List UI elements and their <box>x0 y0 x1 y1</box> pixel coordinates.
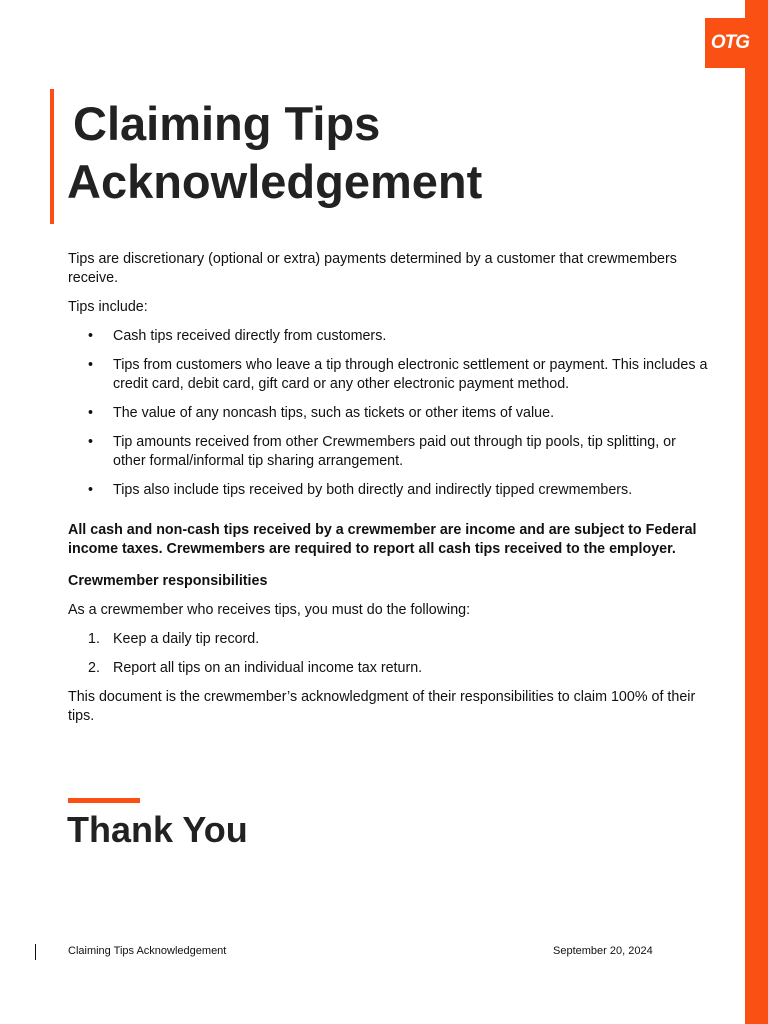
list-item-text: Tips from customers who leave a tip through electronic settlement or payment. This includes a credit card, debit card, gift card or any other electronic payment method. <box>113 357 708 392</box>
list-item <box>68 630 708 649</box>
responsibilities-intro: As a crewmember who receives tips, you must do the following: <box>68 602 471 618</box>
tips-include-label: Tips include: <box>68 299 148 315</box>
footer-date: September 20, 2024 <box>553 945 653 957</box>
list-item-text: Keep a daily tip record. <box>113 631 260 647</box>
orange-side-bar <box>745 0 768 1024</box>
bullet-icon: • <box>88 357 94 373</box>
bullet-icon: • <box>88 434 94 450</box>
list-item <box>68 356 708 394</box>
list-item-text: Tips also include tips received by both directly and indirectly tipped crewmembers. <box>113 482 633 498</box>
list-number: 2. <box>88 660 100 676</box>
footer-divider <box>35 944 36 960</box>
bullet-icon: • <box>88 482 94 498</box>
page-title <box>67 95 482 211</box>
closing-paragraph: This document is the crewmember’s acknowledgment of their responsibilities to claim 100% of their tips. <box>68 689 696 724</box>
income-tax-statement: All cash and non-cash tips received by a crewmember are income and are subject to Federal income taxes. Crewmembers are required to report all cash tips received to the employer. <box>68 522 697 557</box>
footer-title: Claiming Tips Acknowledgement <box>68 945 227 957</box>
list-item <box>68 404 708 423</box>
list-item-text: The value of any noncash tips, such as tickets or other items of value. <box>113 405 555 421</box>
document-body <box>68 250 708 726</box>
list-item <box>68 433 708 471</box>
list-item-text: Cash tips received directly from customers. <box>113 328 387 344</box>
list-item <box>68 327 708 346</box>
list-number: 1. <box>88 631 100 647</box>
title-line-2: Acknowledgement <box>67 155 483 208</box>
list-item-text: Report all tips on an individual income tax return. <box>113 660 423 676</box>
bullet-icon: • <box>88 405 94 421</box>
list-item-text: Tip amounts received from other Crewmembers paid out through tip pools, tip splitting, or other formal/informal tip sharing arrangement. <box>113 434 676 469</box>
title-line-1: Claiming Tips <box>73 97 381 150</box>
intro-paragraph: Tips are discretionary (optional or extra) payments determined by a customer that crewmembers receive. <box>68 251 677 286</box>
title-accent-bar <box>50 89 54 224</box>
responsibilities-list <box>68 630 708 678</box>
tips-include-list <box>68 327 708 500</box>
list-item <box>68 481 708 500</box>
bullet-icon: • <box>88 328 94 344</box>
thank-you-heading: Thank You <box>67 809 248 850</box>
responsibilities-heading: Crewmember responsibilities <box>68 573 268 589</box>
thank-you-accent-bar <box>68 798 140 803</box>
list-item <box>68 659 708 678</box>
otg-logo: OTG <box>705 18 755 68</box>
